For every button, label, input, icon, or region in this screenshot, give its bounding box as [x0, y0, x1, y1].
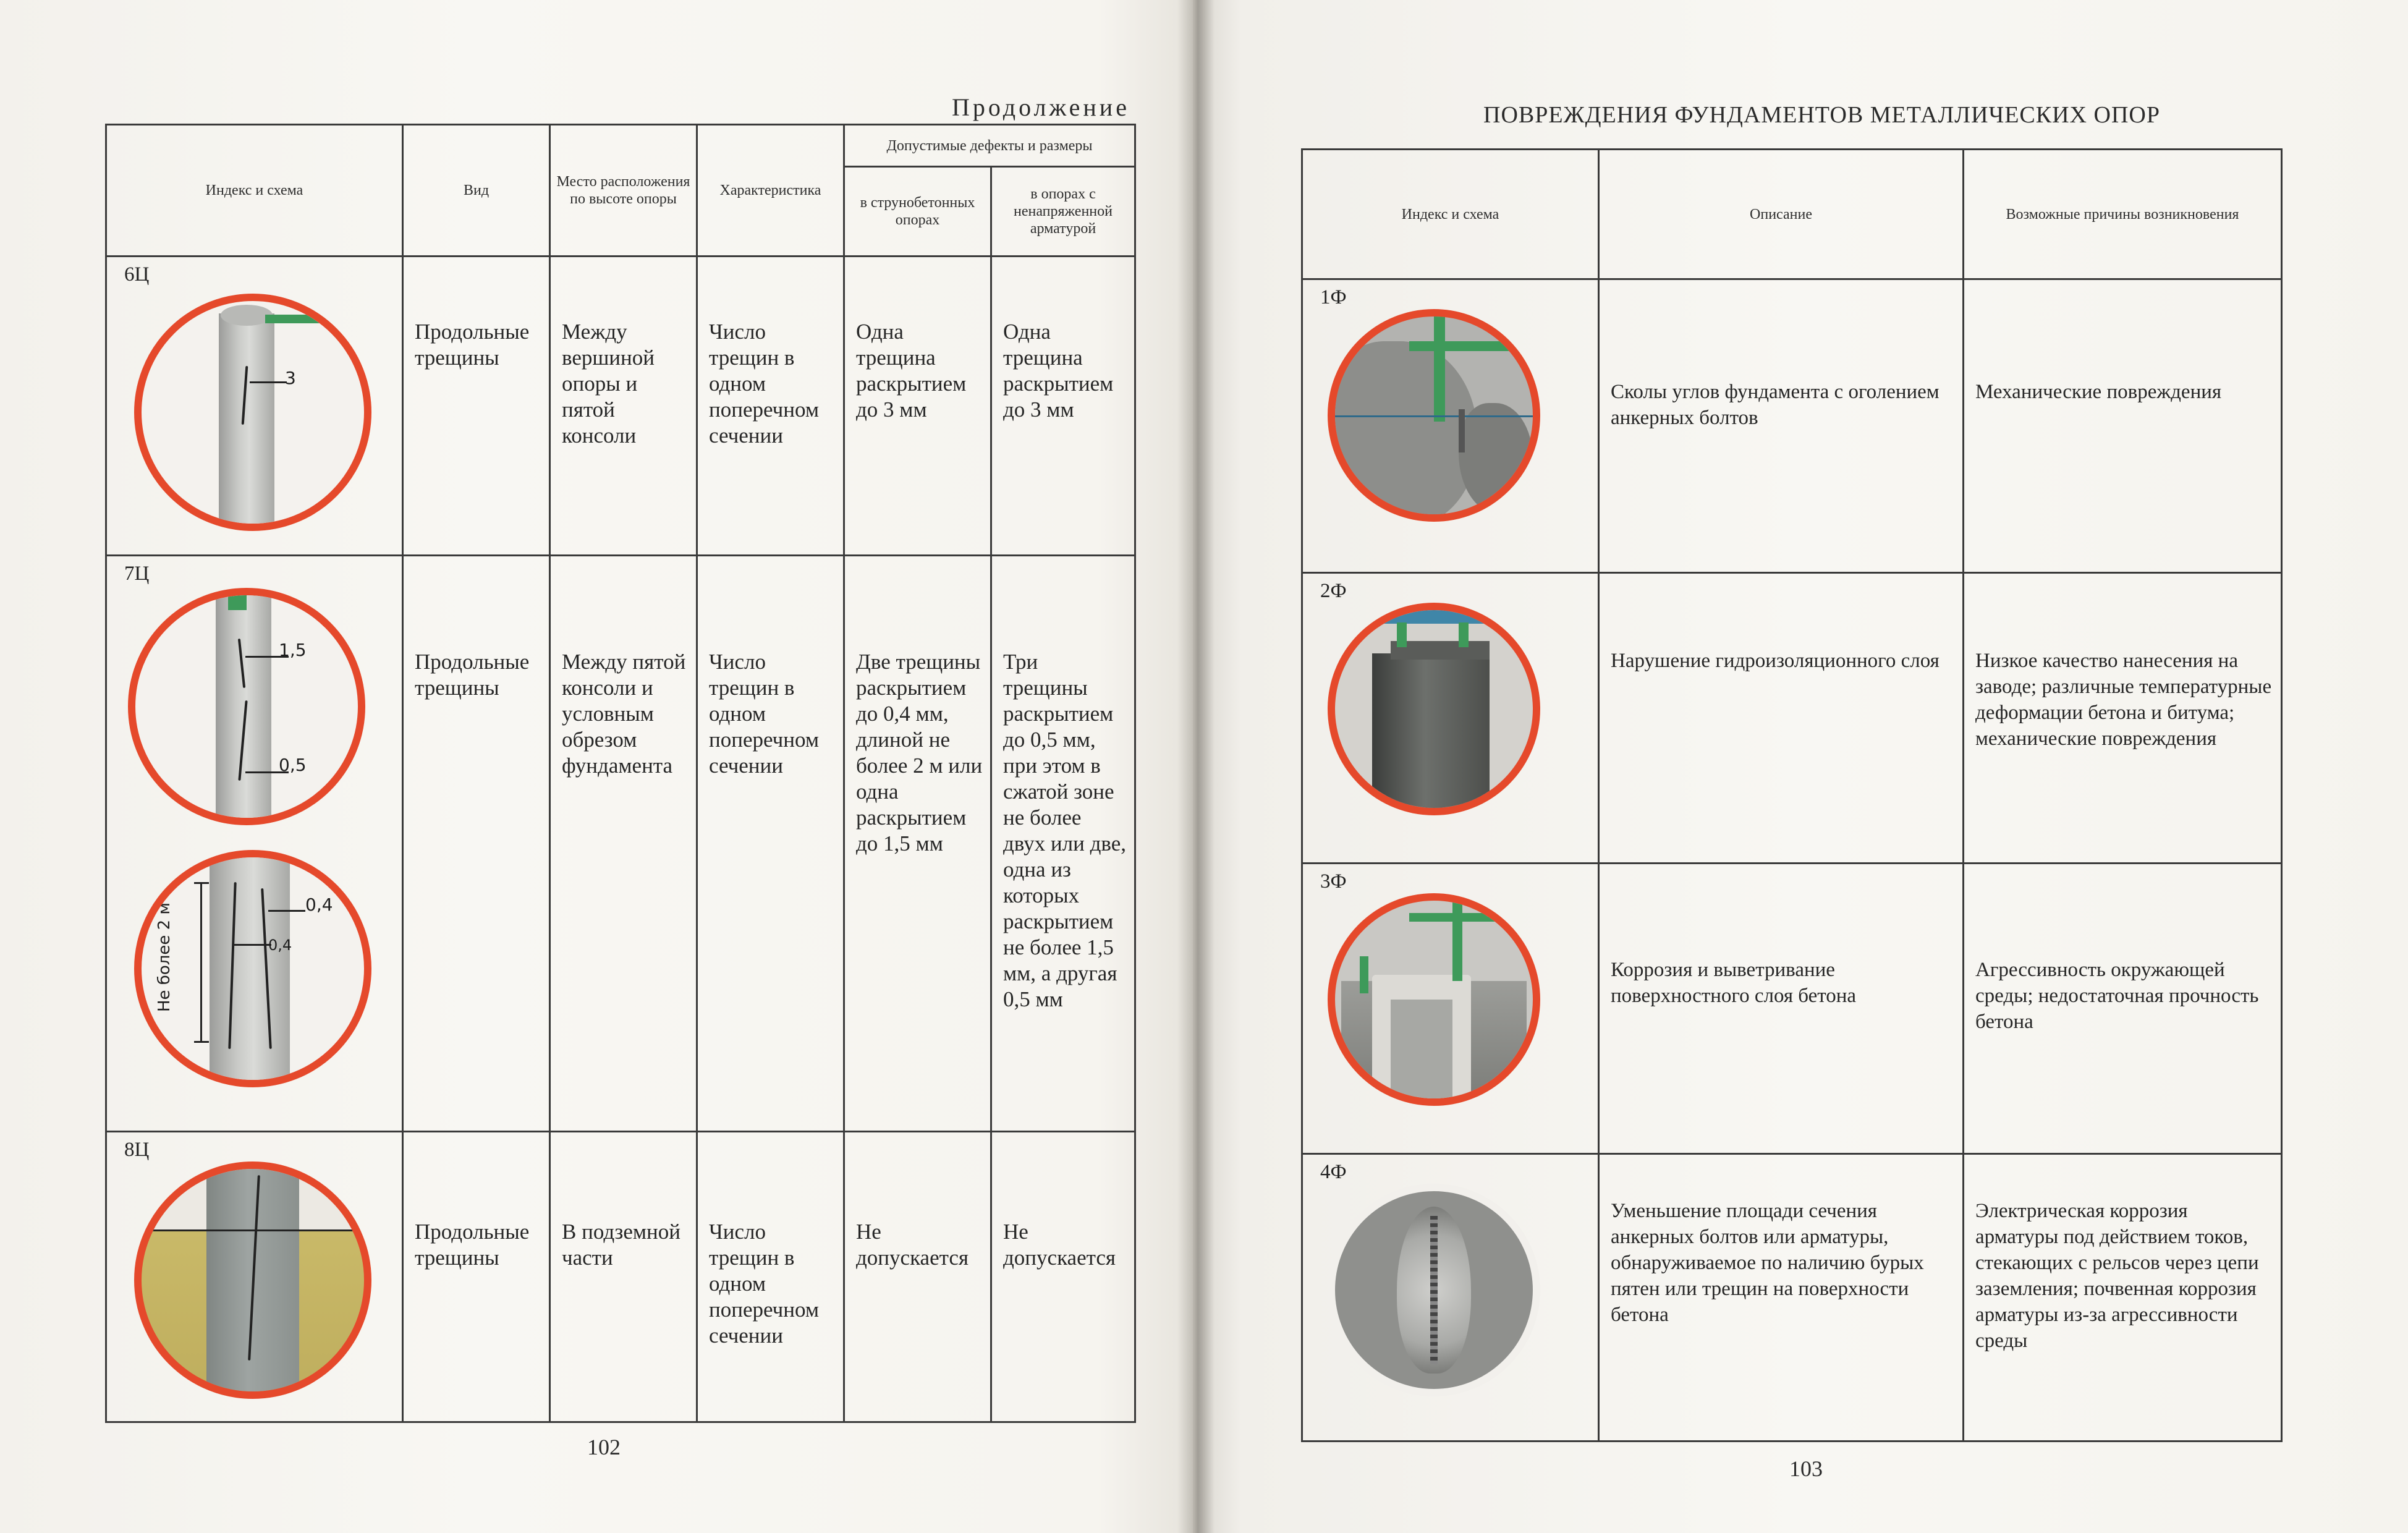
defect-view: Продольные трещины	[415, 320, 530, 370]
pole-underground-crack-illustration	[134, 1161, 402, 1399]
crack-width-label: 0,5	[279, 755, 307, 775]
book-gutter	[1177, 0, 1215, 1533]
page-number-left: 102	[587, 1435, 621, 1459]
page-number-right: 103	[1789, 1456, 1823, 1481]
index-cell	[106, 1132, 403, 1422]
damage-description: Коррозия и выветривание поверхностного слоя бетона	[1611, 959, 1857, 1007]
allowed-non-prestressed: Не допускается	[1003, 1220, 1116, 1270]
index-cell	[1302, 1154, 1599, 1442]
left-page	[0, 0, 1193, 1533]
damage-description: Сколы углов фундамента с оголением анкерных болтов	[1611, 381, 1940, 429]
table-row	[106, 257, 1135, 556]
defect-location: Между пятой консоли и условным обрезом фундамента	[562, 650, 686, 778]
defect-location: В подземной части	[562, 1220, 681, 1270]
damage-causes: Агрессивность окружающей среды; недостаточная прочность бетона	[1975, 959, 2259, 1033]
table-row	[1302, 1154, 2282, 1442]
allowed-string-concrete: Одна трещина раскрытием до 3 мм	[856, 320, 967, 422]
table-row	[1302, 279, 2282, 573]
row-index: 1Ф	[1320, 286, 1347, 308]
row-index: 6Ц	[124, 263, 150, 286]
defect-characteristic: Число трещин в одном поперечном сечении	[709, 650, 819, 778]
damage-causes: Электрическая коррозия арматуры под действием токов, стекающих с рельсов через цепи заземления; почвенная коррозия арматуры из-за агрессивности среды	[1975, 1200, 2259, 1352]
crack-width-label: 3	[285, 368, 296, 388]
continued-heading: Продолжение	[952, 93, 1130, 121]
page-title: ПОВРЕЖДЕНИЯ ФУНДАМЕНТОВ МЕТАЛЛИЧЕСКИХ ОПОР	[1483, 102, 2160, 128]
table-row	[106, 1132, 1135, 1422]
header-index: Индекс и схема	[106, 125, 403, 257]
index-cell	[1302, 279, 1599, 573]
concrete-weathering-illustration	[1328, 893, 1598, 1106]
header-allowed-defects: Допустимые дефекты и размеры	[844, 125, 1135, 167]
defect-view: Продольные трещины	[415, 650, 530, 700]
pole-defects-table	[105, 124, 1136, 1423]
index-cell	[106, 257, 403, 556]
crack-width-label: 0,4	[268, 936, 292, 954]
damage-description: Уменьшение площади сечения анкерных болтов или арматуры, обнаруживаемое по наличию бурых пятен или трещин на поверхности бетона	[1611, 1200, 1924, 1326]
allowed-string-concrete: Не допускается	[856, 1220, 969, 1270]
damage-description: Нарушение гидроизоляционного слоя	[1611, 650, 1940, 672]
right-page	[1193, 0, 2408, 1533]
row-index: 3Ф	[1320, 870, 1347, 893]
header-view: Вид	[403, 125, 550, 257]
chipped-foundation-illustration	[1328, 309, 1598, 522]
index-cell	[106, 556, 403, 1132]
row-index: 2Ф	[1320, 580, 1347, 602]
index-cell	[1302, 864, 1599, 1154]
crack-width-label: 0,4	[305, 894, 333, 915]
defect-characteristic: Число трещин в одном поперечном сечении	[709, 320, 819, 448]
header-characteristic: Характеристика	[697, 125, 844, 257]
header-index: Индекс и схема	[1302, 150, 1599, 279]
table-row	[1302, 864, 2282, 1154]
row-index: 4Ф	[1320, 1161, 1347, 1183]
allowed-non-prestressed: Три трещины раскрытием до 0,5 мм, при этом в сжатой зоне не более двух или две, одна из которых раскрытием не более 1,5 мм, а другая 0,5 мм	[1003, 650, 1126, 1011]
defect-characteristic: Число трещин в одном поперечном сечении	[709, 1220, 819, 1348]
index-cell	[1302, 573, 1599, 864]
crack-width-label: 1,5	[279, 640, 307, 660]
waterproofing-damage-illustration	[1328, 603, 1598, 815]
damage-causes: Низкое качество нанесения на заводе; различные температурные деформации бетона и битума; механические повреждения	[1975, 650, 2272, 750]
header-description: Описание	[1599, 150, 1964, 279]
header-causes: Возможные причины возникновения	[1964, 150, 2282, 279]
max-length-label: Не более 2 м	[155, 902, 174, 1012]
rebar-corrosion-illustration	[1328, 1184, 1598, 1396]
header-string-concrete: в струнобетонных опорах	[844, 167, 991, 257]
table-row	[106, 556, 1135, 1132]
pole-middle-crack-illustration	[134, 588, 402, 1087]
table-row	[1302, 573, 2282, 864]
allowed-string-concrete: Две трещины раскрытием до 0,4 мм, длиной не более 2 м или одна раскрытием до 1,5 мм	[856, 650, 983, 856]
allowed-non-prestressed: Одна трещина раскрытием до 3 мм	[1003, 320, 1114, 422]
defect-location: Между вершиной опоры и пятой консоли	[562, 320, 655, 448]
damage-causes: Механические повреждения	[1975, 381, 2222, 403]
defect-view: Продольные трещины	[415, 1220, 530, 1270]
header-location: Место расположения по высоте опоры	[550, 125, 697, 257]
pole-top-crack-illustration	[134, 294, 402, 531]
row-index: 8Ц	[124, 1139, 150, 1161]
header-non-prestressed: в опорах с ненапряженной арматурой	[991, 167, 1135, 257]
row-index: 7Ц	[124, 563, 150, 585]
foundation-damage-table	[1301, 148, 2283, 1442]
